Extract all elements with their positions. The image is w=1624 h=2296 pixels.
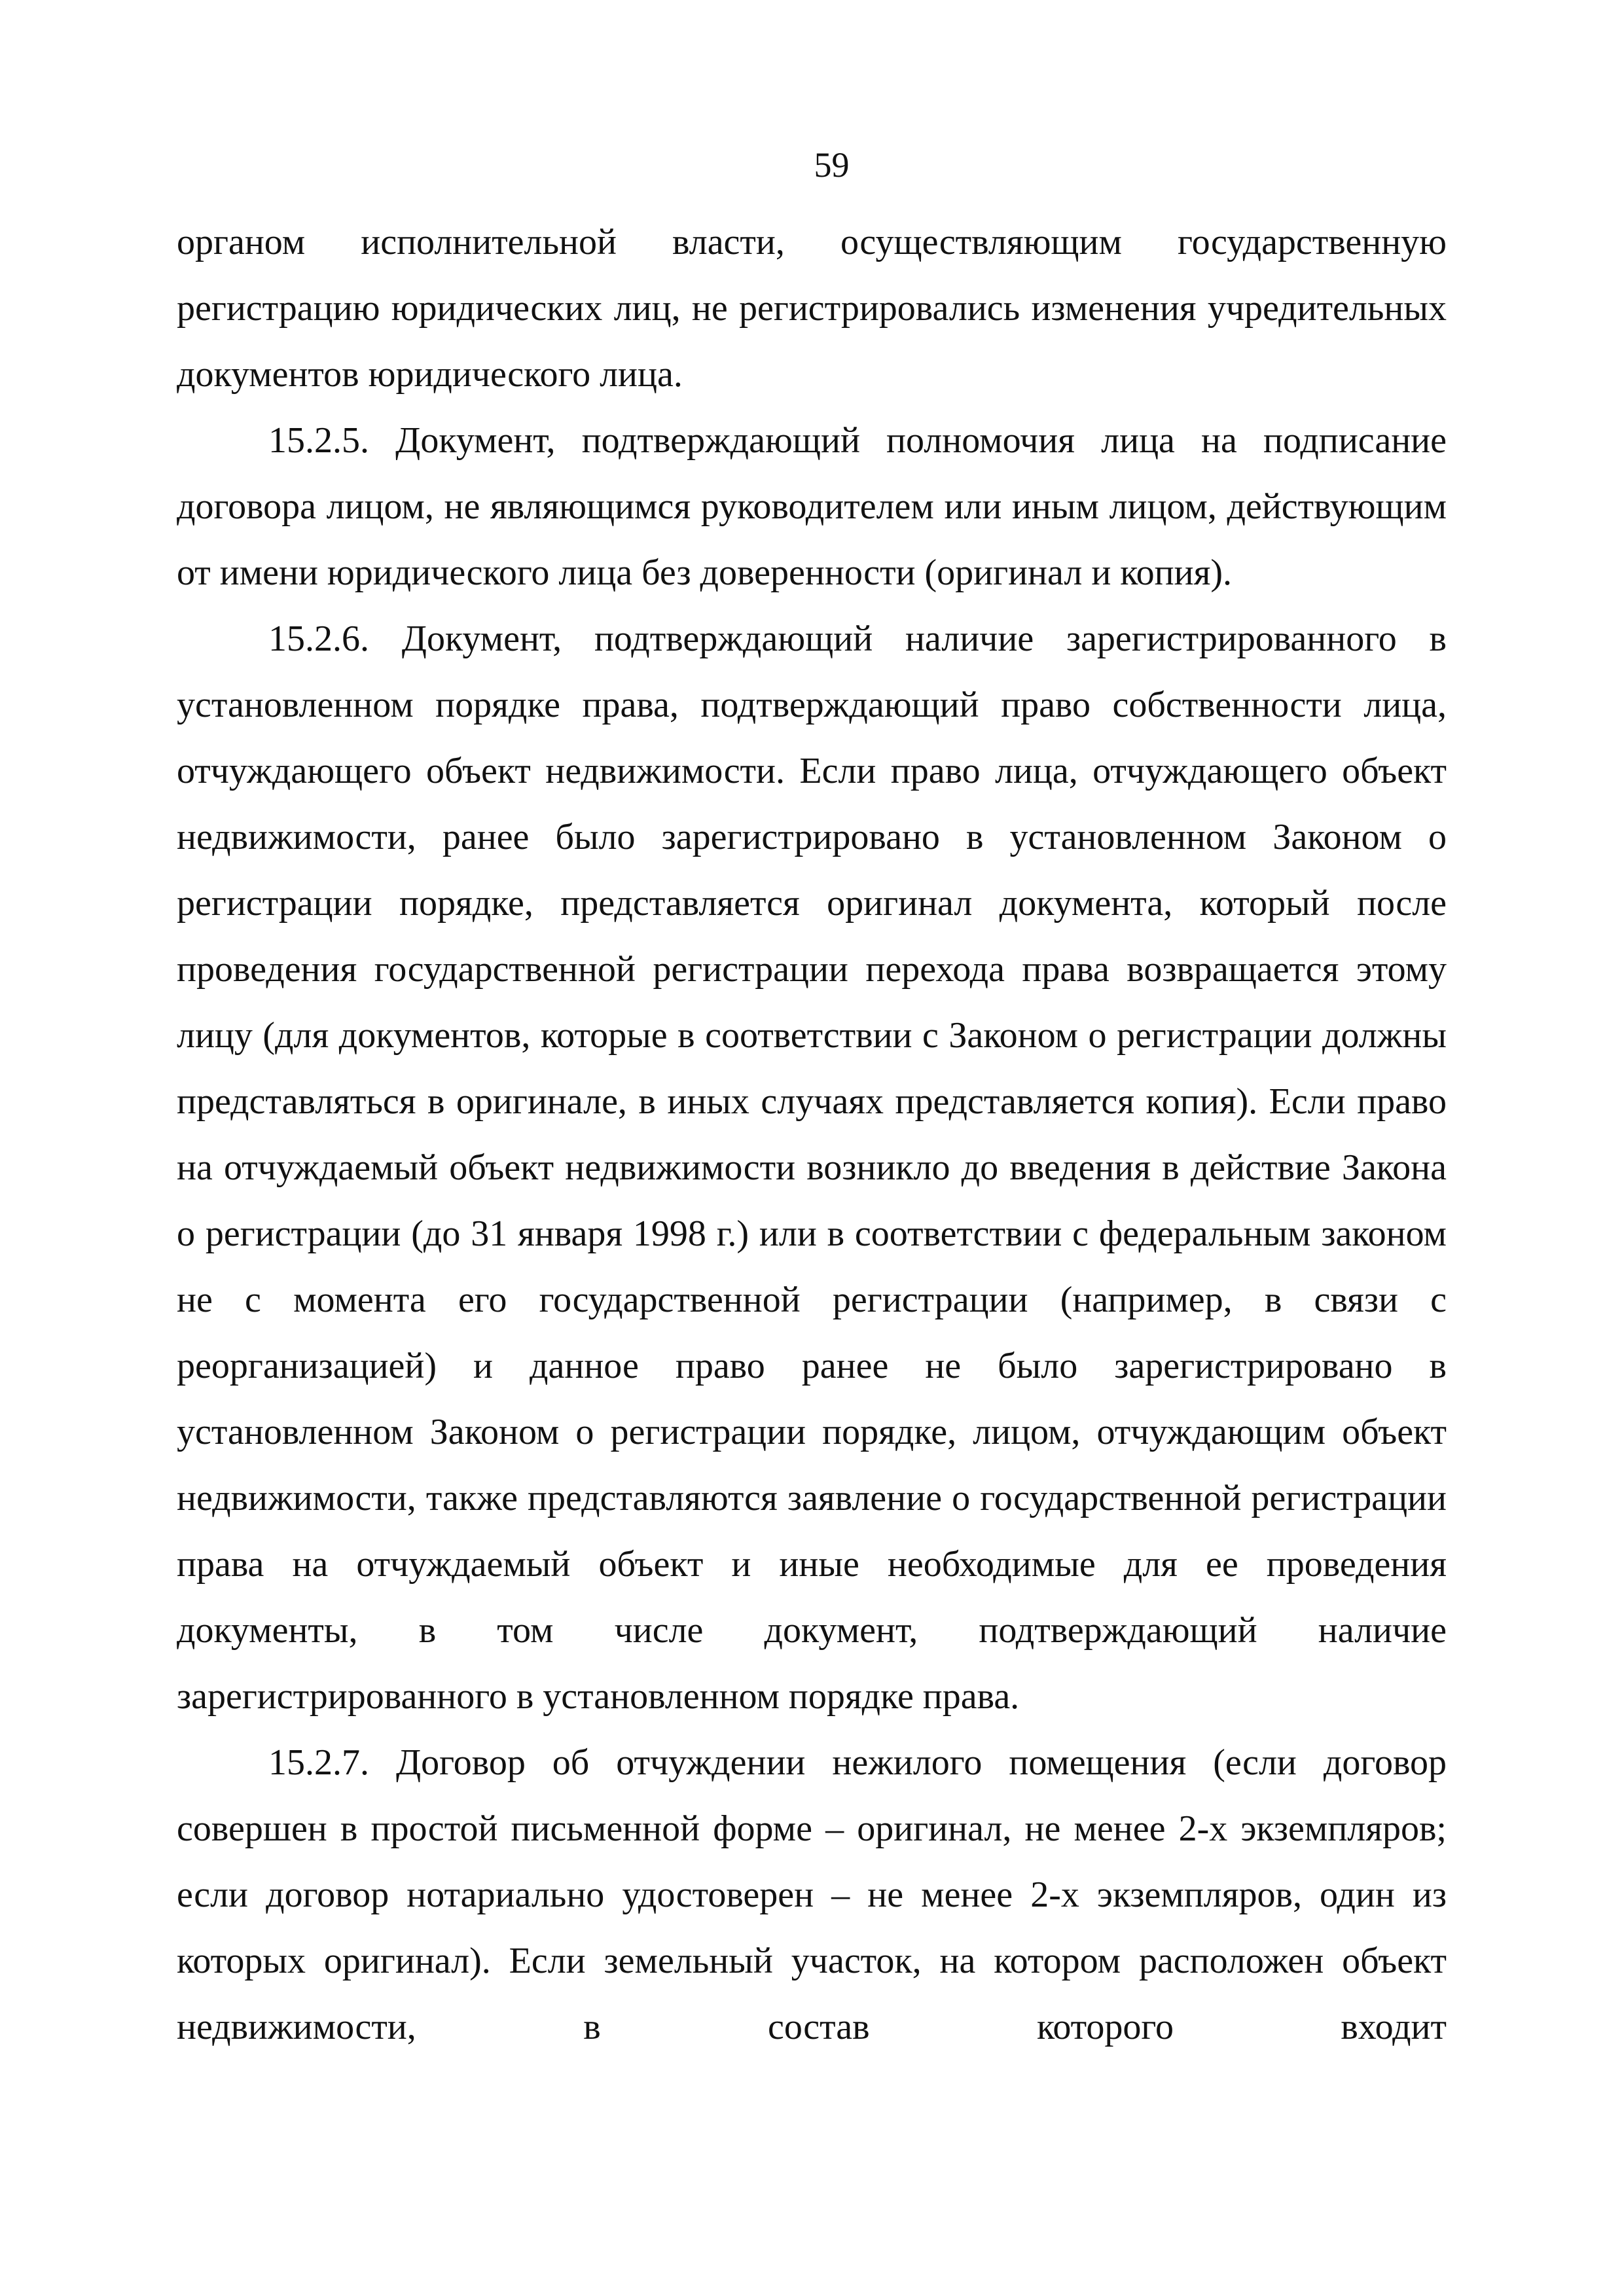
- paragraph-continuation: органом исполнительной власти, осуществляющим государственную регистрацию юридических лиц, не регистрировались изменения учредительных документов юридического лица.: [177, 222, 1447, 395]
- document-body: [177, 209, 1447, 2060]
- paragraph-15-2-5: 15.2.5. Документ, подтверждающий полномочия лица на подписание договора лицом, не являющимся руководителем или иным лицом, действующим от имени юридического лица без доверенности (оригинал и копия).: [177, 420, 1447, 593]
- page-number: 59: [814, 145, 850, 185]
- paragraph-15-2-7: 15.2.7. Договор об отчуждении нежилого помещения (если договор совершен в простой письменной форме – оригинал, не менее 2-х экземпляров; если договор нотариально удостоверен – не менее 2-х экземпляров, один из которых оригинал). Если земельный участок, на котором расположен объект недвижимости, в состав которого входит: [177, 1742, 1447, 2047]
- paragraph-15-2-6: 15.2.6. Документ, подтверждающий наличие зарегистрированного в установленном порядке права, подтверждающий право собственности лица, отчуждающего объект недвижимости. Если право лица, отчуждающего объект недвижимости, ранее было зарегистрировано в установленном Законом о регистрации порядке, представляется оригинал документа, который после проведения государственной регистрации перехода права возвращается этому лицу (для документов, которые в соответствии с Законом о регистрации должны представляться в оригинале, в иных случаях представляется копия). Если право на отчуждаемый объект недвижимости возникло до введения в действие Закона о регистрации (до 31 января 1998 г.) или в соответствии с федеральным законом не с момента его государственной регистрации (например, в связи с реорганизацией) и данное право ранее не было зарегистрировано в установленном Законом о регистрации порядке, лицом, отчуждающим объект недвижимости, также представляются заявление о государственной регистрации права на отчуждаемый объект и иные необходимые для ее проведения документы, в том числе документ, подтверждающий наличие зарегистрированного в установленном порядке права.: [177, 619, 1447, 1717]
